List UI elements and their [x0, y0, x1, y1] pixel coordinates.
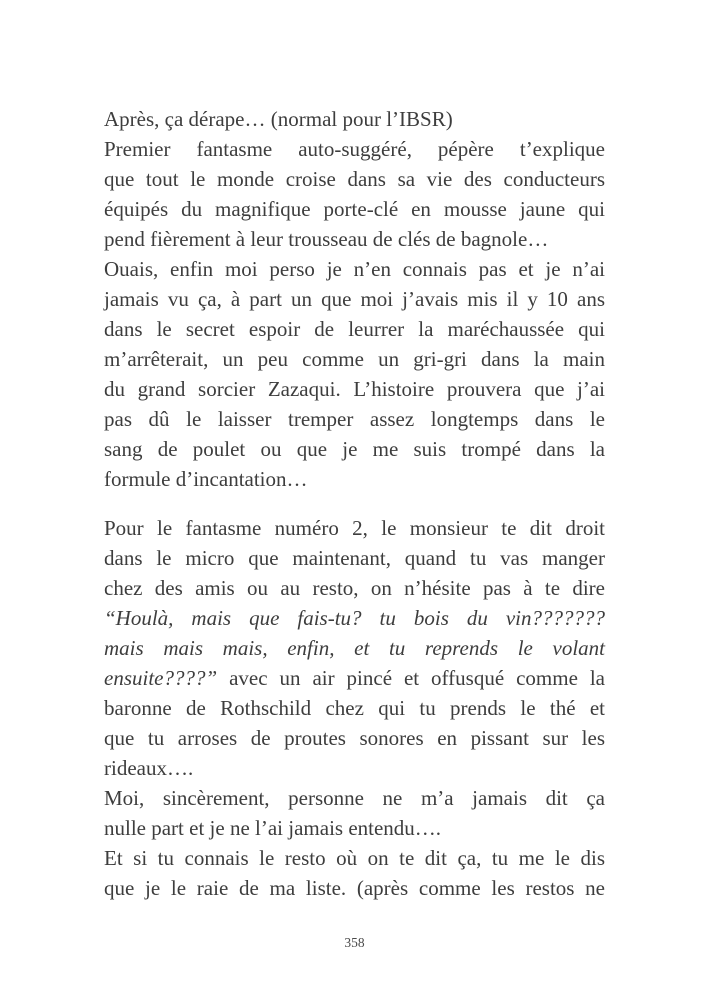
- text-line: [104, 573, 605, 603]
- paragraph: [104, 843, 605, 903]
- text-run: formule d’incantation…: [104, 467, 308, 491]
- text-line: [104, 693, 605, 723]
- text-run: Premier fantasme auto-suggéré, pépère t’explique: [104, 137, 605, 161]
- text-run: Et si tu connais le resto où on te dit ça, tu me le dis: [104, 846, 605, 870]
- text-run: dans le secret espoir de leurrer la maréchaussée qui: [104, 317, 605, 341]
- paragraph: [104, 134, 605, 254]
- text-line: [104, 434, 605, 464]
- text-run: pend fièrement à leur trousseau de clés de bagnole…: [104, 227, 549, 251]
- text-run: jamais vu ça, à part un que moi j’avais mis il y 10 ans: [104, 287, 605, 311]
- text-run-italic: mais mais mais, enfin, et tu reprends le volant: [104, 636, 605, 660]
- text-line: [104, 224, 605, 254]
- text-run-italic: “Houlà, mais que fais-tu? tu bois du vin???????: [104, 606, 605, 630]
- paragraph: [104, 104, 605, 134]
- text-line: [104, 134, 605, 164]
- text-line: [104, 723, 605, 753]
- text-line: [104, 753, 605, 783]
- text-line: [104, 513, 605, 543]
- text-run: avec un air pincé et offusqué comme la: [217, 666, 605, 690]
- text-line: [104, 783, 605, 813]
- text-line: [104, 374, 605, 404]
- text-line: [104, 404, 605, 434]
- text-run: Ouais, enfin moi perso je n’en connais pas et je n’ai: [104, 257, 605, 281]
- text-line: [104, 254, 605, 284]
- paragraph: [104, 513, 605, 783]
- text-line: [104, 164, 605, 194]
- text-line: [104, 543, 605, 573]
- text-line: [104, 464, 605, 494]
- text-line: [104, 843, 605, 873]
- text-run: que tu arroses de proutes sonores en pissant sur les: [104, 726, 605, 750]
- text-run: Pour le fantasme numéro 2, le monsieur te dit droit: [104, 516, 605, 540]
- text-run: nulle part et je ne l’ai jamais entendu….: [104, 816, 442, 840]
- text-line: [104, 813, 605, 843]
- text-run: que je le raie de ma liste. (après comme les restos ne: [104, 876, 605, 900]
- page-number: 358: [344, 935, 365, 950]
- text-run: m’arrêterait, un peu comme un gri-gri dans la main: [104, 347, 605, 371]
- text-run: Après, ça dérape… (normal pour l’IBSR): [104, 107, 453, 131]
- text-line: [104, 344, 605, 374]
- text-line: [104, 633, 605, 663]
- text-run: sang de poulet ou que je me suis trompé dans la: [104, 437, 605, 461]
- text-line: [104, 873, 605, 903]
- text-run: équipés du magnifique porte-clé en mousse jaune qui: [104, 197, 605, 221]
- text-line: [104, 603, 605, 633]
- text-line: [104, 663, 605, 693]
- text-run: Moi, sincèrement, personne ne m’a jamais dit ça: [104, 786, 605, 810]
- text-run: rideaux….: [104, 756, 194, 780]
- text-run-italic: ensuite????”: [104, 666, 218, 690]
- text-run: baronne de Rothschild chez qui tu prends le thé et: [104, 696, 605, 720]
- text-run: pas dû le laisser tremper assez longtemps dans le: [104, 407, 605, 431]
- text-line: [104, 284, 605, 314]
- text-run: dans le micro que maintenant, quand tu vas manger: [104, 546, 605, 570]
- text-run: du grand sorcier Zazaqui. L’histoire prouvera que j’ai: [104, 377, 605, 401]
- text-line: [104, 314, 605, 344]
- paragraph: [104, 254, 605, 494]
- text-line: [104, 104, 605, 134]
- paragraph: [104, 783, 605, 843]
- text-run: que tout le monde croise dans sa vie des conducteurs: [104, 167, 605, 191]
- text-run: chez des amis ou au resto, on n’hésite pas à te dire: [104, 576, 605, 600]
- text-block: [104, 104, 605, 903]
- text-line: [104, 194, 605, 224]
